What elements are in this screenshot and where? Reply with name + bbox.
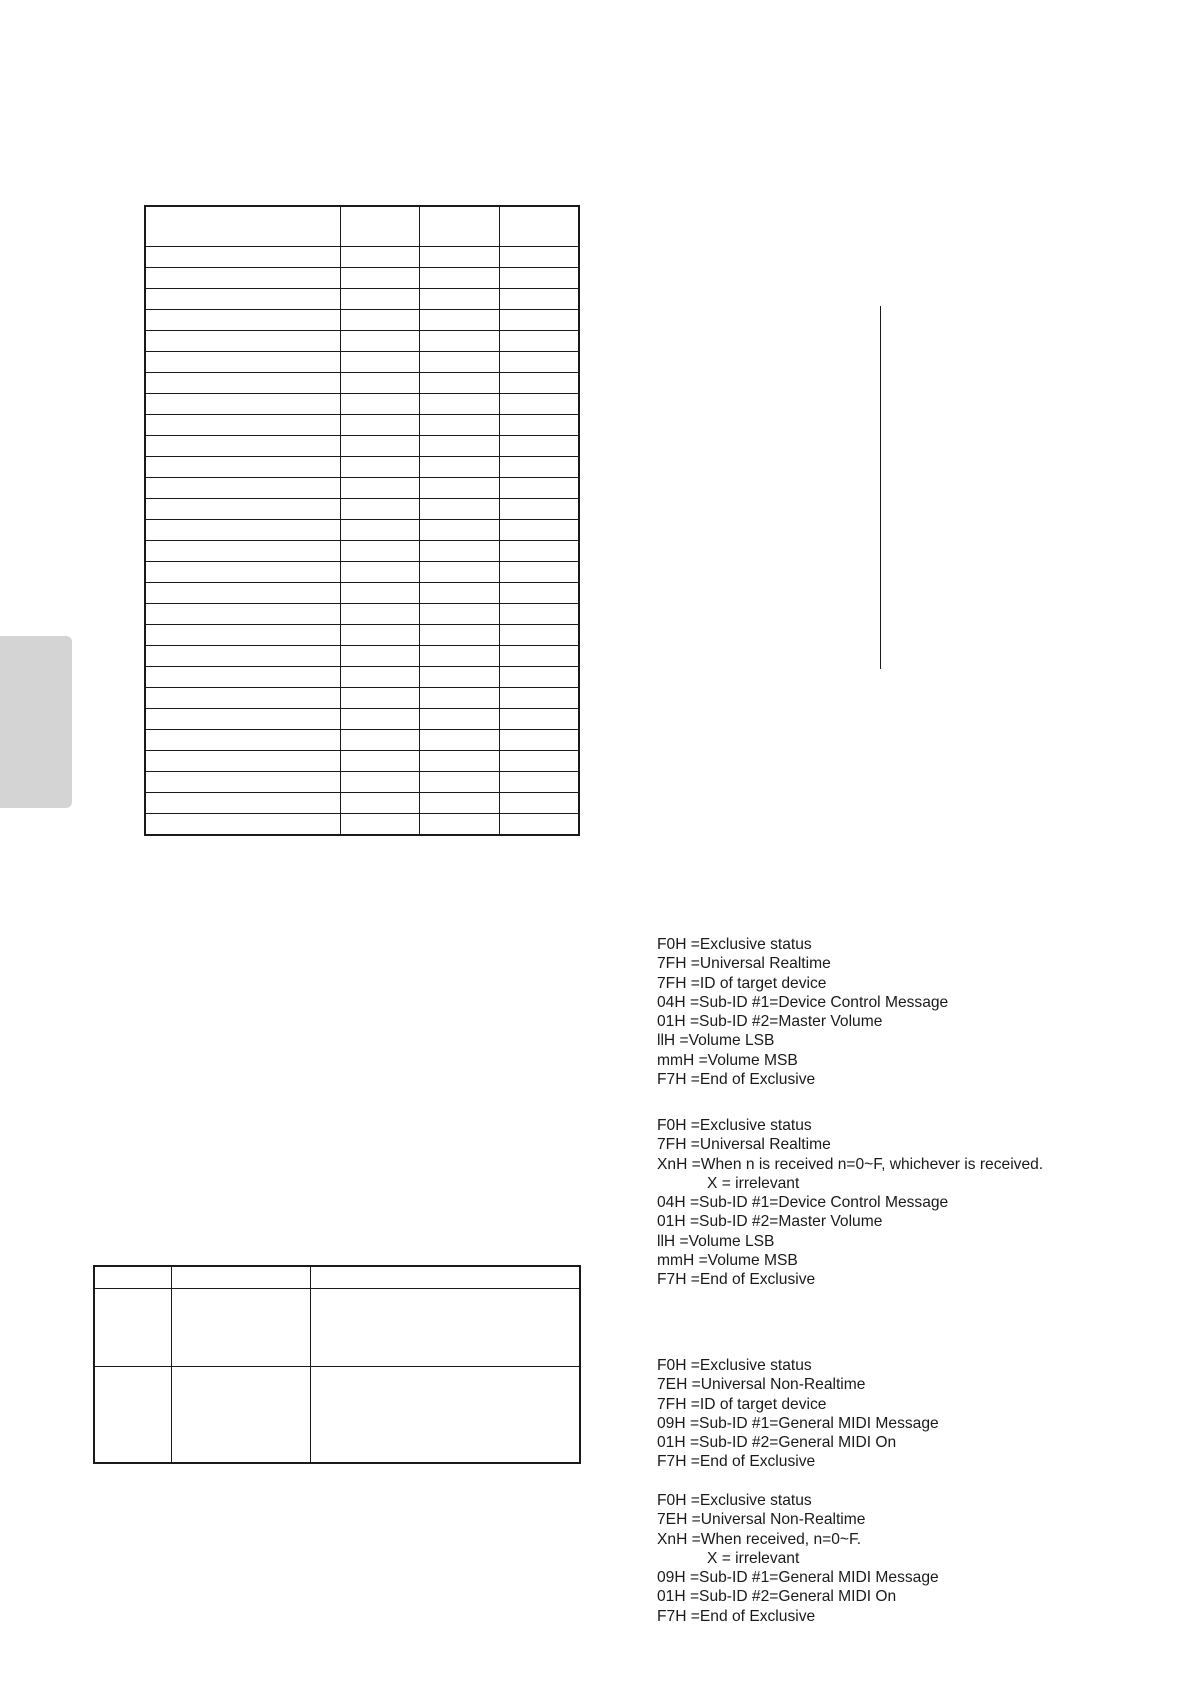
message-table	[93, 1265, 581, 1464]
table-row	[145, 394, 579, 415]
table-cell	[419, 310, 499, 331]
table-cell	[499, 352, 579, 373]
table-row	[145, 310, 579, 331]
sysex-master-volume-block	[657, 935, 948, 1089]
table-cell	[340, 436, 419, 457]
table-cell	[340, 310, 419, 331]
table-cell	[340, 625, 419, 646]
table-cell	[419, 394, 499, 415]
table-row	[94, 1289, 580, 1367]
table-cell	[499, 457, 579, 478]
table-cell	[145, 667, 340, 688]
table-cell	[419, 688, 499, 709]
table-cell	[419, 520, 499, 541]
table-cell	[340, 247, 419, 268]
table-cell	[340, 667, 419, 688]
table-cell	[499, 772, 579, 793]
table-cell	[340, 814, 419, 836]
table-cell	[340, 520, 419, 541]
table-cell	[145, 709, 340, 730]
sysex-line: 7EH =Universal Non-Realtime	[657, 1376, 866, 1394]
table-cell	[499, 562, 579, 583]
table-cell	[499, 331, 579, 352]
sysex-line: 01H =Sub-ID #2=Master Volume	[657, 1013, 883, 1030]
sysex-master-volume-any-block	[657, 1116, 1043, 1289]
table-cell	[419, 373, 499, 394]
sysex-line: F0H =Exclusive status	[657, 1117, 812, 1134]
sysex-line: 7FH =Universal Realtime	[657, 955, 831, 973]
table-cell	[340, 562, 419, 583]
table-cell	[145, 625, 340, 646]
table-cell	[340, 373, 419, 394]
table-row	[145, 520, 579, 541]
table-cell	[499, 667, 579, 688]
table-cell	[419, 772, 499, 793]
table-cell	[340, 604, 419, 625]
table-cell	[419, 289, 499, 310]
sysex-line: 7FH =ID of target device	[657, 1395, 827, 1413]
table-cell	[340, 499, 419, 520]
table-row	[145, 751, 579, 772]
table-row	[145, 499, 579, 520]
table-row	[145, 268, 579, 289]
table-cell	[145, 499, 340, 520]
table-row	[145, 247, 579, 268]
table-cell	[499, 646, 579, 667]
sysex-line: 01H =Sub-ID #2=General MIDI On	[657, 1434, 897, 1451]
table-cell	[145, 814, 340, 836]
table-cell	[340, 583, 419, 604]
table-cell	[419, 331, 499, 352]
table-cell	[419, 604, 499, 625]
sysex-gm-on-any-block	[657, 1491, 939, 1626]
sysex-line: F0H =Exclusive status	[657, 1357, 812, 1374]
table-row	[145, 541, 579, 562]
table-row	[145, 604, 579, 625]
table-cell	[145, 268, 340, 289]
table-cell	[419, 814, 499, 836]
table-cell	[499, 751, 579, 772]
table-row	[145, 688, 579, 709]
table-cell	[340, 793, 419, 814]
sysex-line: F0H =Exclusive status	[657, 936, 812, 953]
table-cell	[419, 562, 499, 583]
table-row	[145, 457, 579, 478]
table-cell	[419, 730, 499, 751]
table-cell	[145, 520, 340, 541]
table-cell	[419, 646, 499, 667]
table-cell	[145, 206, 340, 247]
table-cell	[145, 289, 340, 310]
table-cell	[419, 436, 499, 457]
table-cell	[145, 415, 340, 436]
table-cell	[499, 268, 579, 289]
table-cell	[499, 394, 579, 415]
sysex-line: XnH =When received, n=0~F.	[657, 1530, 862, 1548]
sysex-line: 7EH =Universal Non-Realtime	[657, 1511, 866, 1529]
table-row	[145, 772, 579, 793]
table-cell	[499, 415, 579, 436]
table-row	[145, 646, 579, 667]
table-cell	[145, 331, 340, 352]
table-row	[145, 814, 579, 836]
table-row	[145, 562, 579, 583]
table-cell	[499, 310, 579, 331]
table-cell	[340, 751, 419, 772]
sysex-line: 7FH =ID of target device	[657, 974, 827, 992]
table-cell	[419, 541, 499, 562]
table-cell	[499, 814, 579, 836]
table-row	[145, 709, 579, 730]
table-cell	[419, 247, 499, 268]
table-cell	[419, 751, 499, 772]
table-cell	[145, 688, 340, 709]
table-row	[145, 793, 579, 814]
table-cell	[145, 646, 340, 667]
table-cell	[499, 247, 579, 268]
table-cell	[419, 457, 499, 478]
table-cell	[340, 457, 419, 478]
table-cell	[419, 583, 499, 604]
table-row	[145, 415, 579, 436]
table-cell	[340, 415, 419, 436]
table-cell	[499, 478, 579, 499]
sysex-gm-on-block	[657, 1356, 939, 1472]
table-row	[145, 583, 579, 604]
table-cell	[145, 730, 340, 751]
table-cell	[145, 793, 340, 814]
table-cell	[340, 206, 419, 247]
table-cell	[340, 352, 419, 373]
table-cell	[145, 751, 340, 772]
table-cell	[419, 206, 499, 247]
table-cell	[499, 688, 579, 709]
sysex-note: X = irrelevant	[707, 1549, 800, 1567]
table-cell	[340, 772, 419, 793]
table-cell	[145, 436, 340, 457]
table-cell	[419, 268, 499, 289]
sysex-line: 7FH =Universal Realtime	[657, 1136, 831, 1154]
table-cell	[145, 478, 340, 499]
table-row	[145, 331, 579, 352]
table-cell	[499, 730, 579, 751]
table-cell	[499, 289, 579, 310]
table-cell	[145, 310, 340, 331]
sysex-line: 01H =Sub-ID #2=Master Volume	[657, 1213, 883, 1231]
sysex-line: F7H =End of Exclusive	[657, 1271, 816, 1288]
table-row	[145, 352, 579, 373]
vertical-rule	[880, 306, 881, 669]
table-cell	[419, 415, 499, 436]
table-cell	[145, 604, 340, 625]
table-header-row	[94, 1266, 580, 1289]
sysex-line: llH =Volume LSB	[657, 1232, 775, 1250]
table-cell	[145, 562, 340, 583]
table-cell	[340, 730, 419, 751]
table-row	[145, 625, 579, 646]
table-cell	[419, 709, 499, 730]
table-cell	[419, 478, 499, 499]
table-cell	[499, 499, 579, 520]
table-cell	[340, 268, 419, 289]
table-cell	[499, 541, 579, 562]
table-cell	[340, 289, 419, 310]
sysex-line: 09H =Sub-ID #1=General MIDI Message	[657, 1414, 939, 1432]
table-cell	[145, 394, 340, 415]
sysex-line: 09H =Sub-ID #1=General MIDI Message	[657, 1569, 939, 1586]
table-cell	[340, 646, 419, 667]
table-cell	[340, 394, 419, 415]
table-cell	[499, 709, 579, 730]
table-cell	[499, 625, 579, 646]
table-cell	[499, 604, 579, 625]
sysex-line: F0H =Exclusive status	[657, 1492, 812, 1509]
table-cell	[145, 352, 340, 373]
table-row	[145, 436, 579, 457]
table-cell	[145, 373, 340, 394]
table-cell	[419, 352, 499, 373]
table-row	[145, 373, 579, 394]
table-cell	[419, 625, 499, 646]
table-cell	[145, 541, 340, 562]
table-cell	[340, 688, 419, 709]
table-cell	[340, 541, 419, 562]
sysex-line: mmH =Volume MSB	[657, 1251, 798, 1269]
table-cell	[499, 373, 579, 394]
table-cell	[340, 478, 419, 499]
table-cell	[419, 793, 499, 814]
table-cell	[145, 247, 340, 268]
table-row	[145, 667, 579, 688]
table-cell	[145, 457, 340, 478]
table-cell	[145, 772, 340, 793]
table-cell	[419, 667, 499, 688]
table-cell	[419, 499, 499, 520]
sysex-line: F7H =End of Exclusive	[657, 1607, 816, 1625]
table-cell	[499, 583, 579, 604]
section-side-tab	[0, 636, 72, 808]
table-cell	[499, 206, 579, 247]
sysex-line: F7H =End of Exclusive	[657, 1070, 816, 1088]
sysex-line: 01H =Sub-ID #2=General MIDI On	[657, 1588, 897, 1606]
sysex-line: XnH =When n is received n=0~F, whichever is received.	[657, 1155, 1044, 1173]
table-header-row	[145, 206, 579, 247]
table-cell	[499, 436, 579, 457]
table-cell	[499, 793, 579, 814]
table-row	[145, 289, 579, 310]
sysex-line: 04H =Sub-ID #1=Device Control Message	[657, 993, 949, 1011]
table-cell	[340, 709, 419, 730]
table-cell	[145, 583, 340, 604]
sysex-line: 04H =Sub-ID #1=Device Control Message	[657, 1194, 949, 1211]
parameter-table	[144, 205, 580, 836]
sysex-line: mmH =Volume MSB	[657, 1051, 798, 1069]
sysex-line: llH =Volume LSB	[657, 1032, 775, 1050]
table-cell	[340, 331, 419, 352]
table-row	[94, 1367, 580, 1464]
table-row	[145, 730, 579, 751]
sysex-line: F7H =End of Exclusive	[657, 1453, 816, 1471]
sysex-note: X = irrelevant	[707, 1174, 800, 1192]
table-cell	[499, 520, 579, 541]
table-row	[145, 478, 579, 499]
